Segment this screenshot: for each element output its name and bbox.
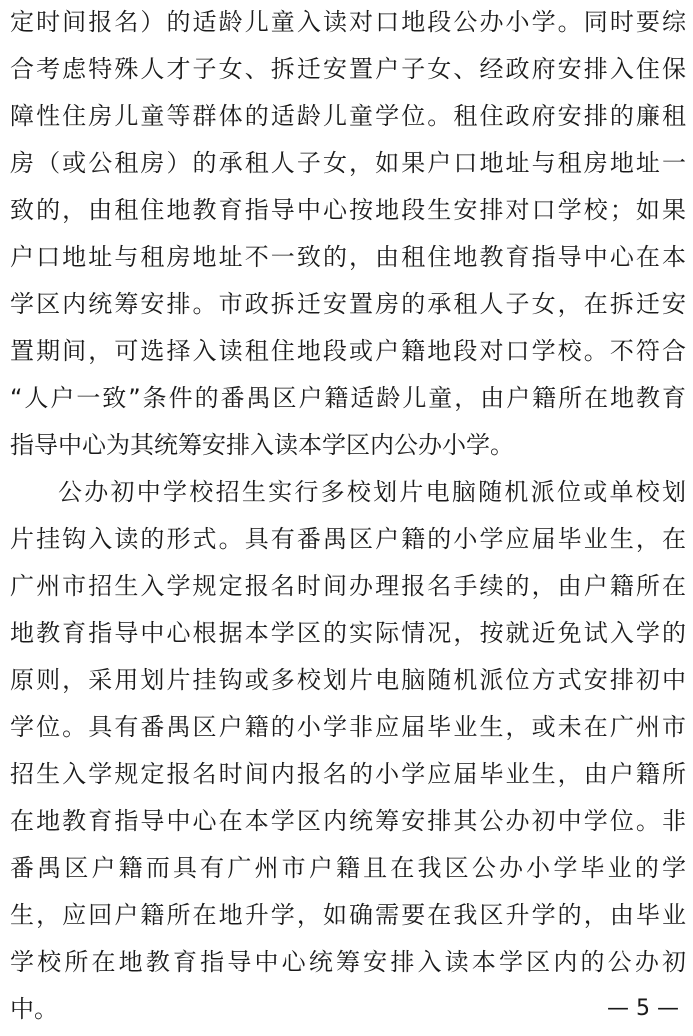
text-line: 障性住房儿童等群体的适龄儿童学位。租住政府安排的廉租 xyxy=(10,102,686,130)
text-line: 学校所在地教育指导中心统筹安排入读本学区内的公办初 xyxy=(10,948,686,976)
text-line: 学位。具有番禺区户籍的小学非应届毕业生，或未在广州市 xyxy=(10,713,686,741)
text-line: 置期间，可选择入读租住地段或户籍地段对口学校。不符合 xyxy=(10,337,686,365)
text-line: 片挂钩入读的形式。具有番禺区户籍的小学应届毕业生，在 xyxy=(10,525,686,553)
text-line: 地教育指导中心根据本学区的实际情况，按就近免试入学的 xyxy=(10,619,686,647)
text-line: 学区内统筹安排。市政拆迁安置房的承租人子女，在拆迁安 xyxy=(10,290,686,318)
text-line: 广州市招生入学规定报名时间办理报名手续的，由户籍所在 xyxy=(10,572,686,600)
document-body xyxy=(10,0,686,1033)
text-line: 番禺区户籍而具有广州市户籍且在我区公办小学毕业的学 xyxy=(10,854,686,882)
text-line: 招生入学规定报名时间内报名的小学应届毕业生，由户籍所 xyxy=(10,760,686,788)
text-line: 中。 xyxy=(10,995,58,1023)
text-line: “人户一致”条件的番禺区户籍适龄儿童，由户籍所在地教育 xyxy=(10,384,686,412)
text-line: 致的，由租住地教育指导中心按地段生安排对口学校；如果 xyxy=(10,196,686,224)
text-line: 定时间报名）的适龄儿童入读对口地段公办小学。同时要综 xyxy=(10,8,686,36)
text-line: 房（或公租房）的承租人子女，如果户口地址与租房地址一 xyxy=(10,149,686,177)
text-line: 在地教育指导中心在本学区内统筹安排其公办初中学位。非 xyxy=(10,807,686,835)
text-line: 户口地址与租房地址不一致的，由租住地教育指导中心在本 xyxy=(10,243,686,271)
text-line: 公办初中学校招生实行多校划片电脑随机派位或单校划 xyxy=(58,478,686,506)
text-line: 原则，采用划片挂钩或多校划片电脑随机派位方式安排初中 xyxy=(10,666,686,694)
paragraph-junior-high xyxy=(10,469,686,1033)
text-line: 合考虑特殊人才子女、拆迁安置户子女、经政府安排入住保 xyxy=(10,55,686,83)
text-line: 生，应回户籍所在地升学，如确需要在我区升学的，由毕业 xyxy=(10,901,686,929)
paragraph-primary-school xyxy=(10,0,686,469)
text-line: 指导中心为其统筹安排入读本学区内公办小学。 xyxy=(10,431,514,459)
page-number: — 5 — xyxy=(607,996,679,1021)
